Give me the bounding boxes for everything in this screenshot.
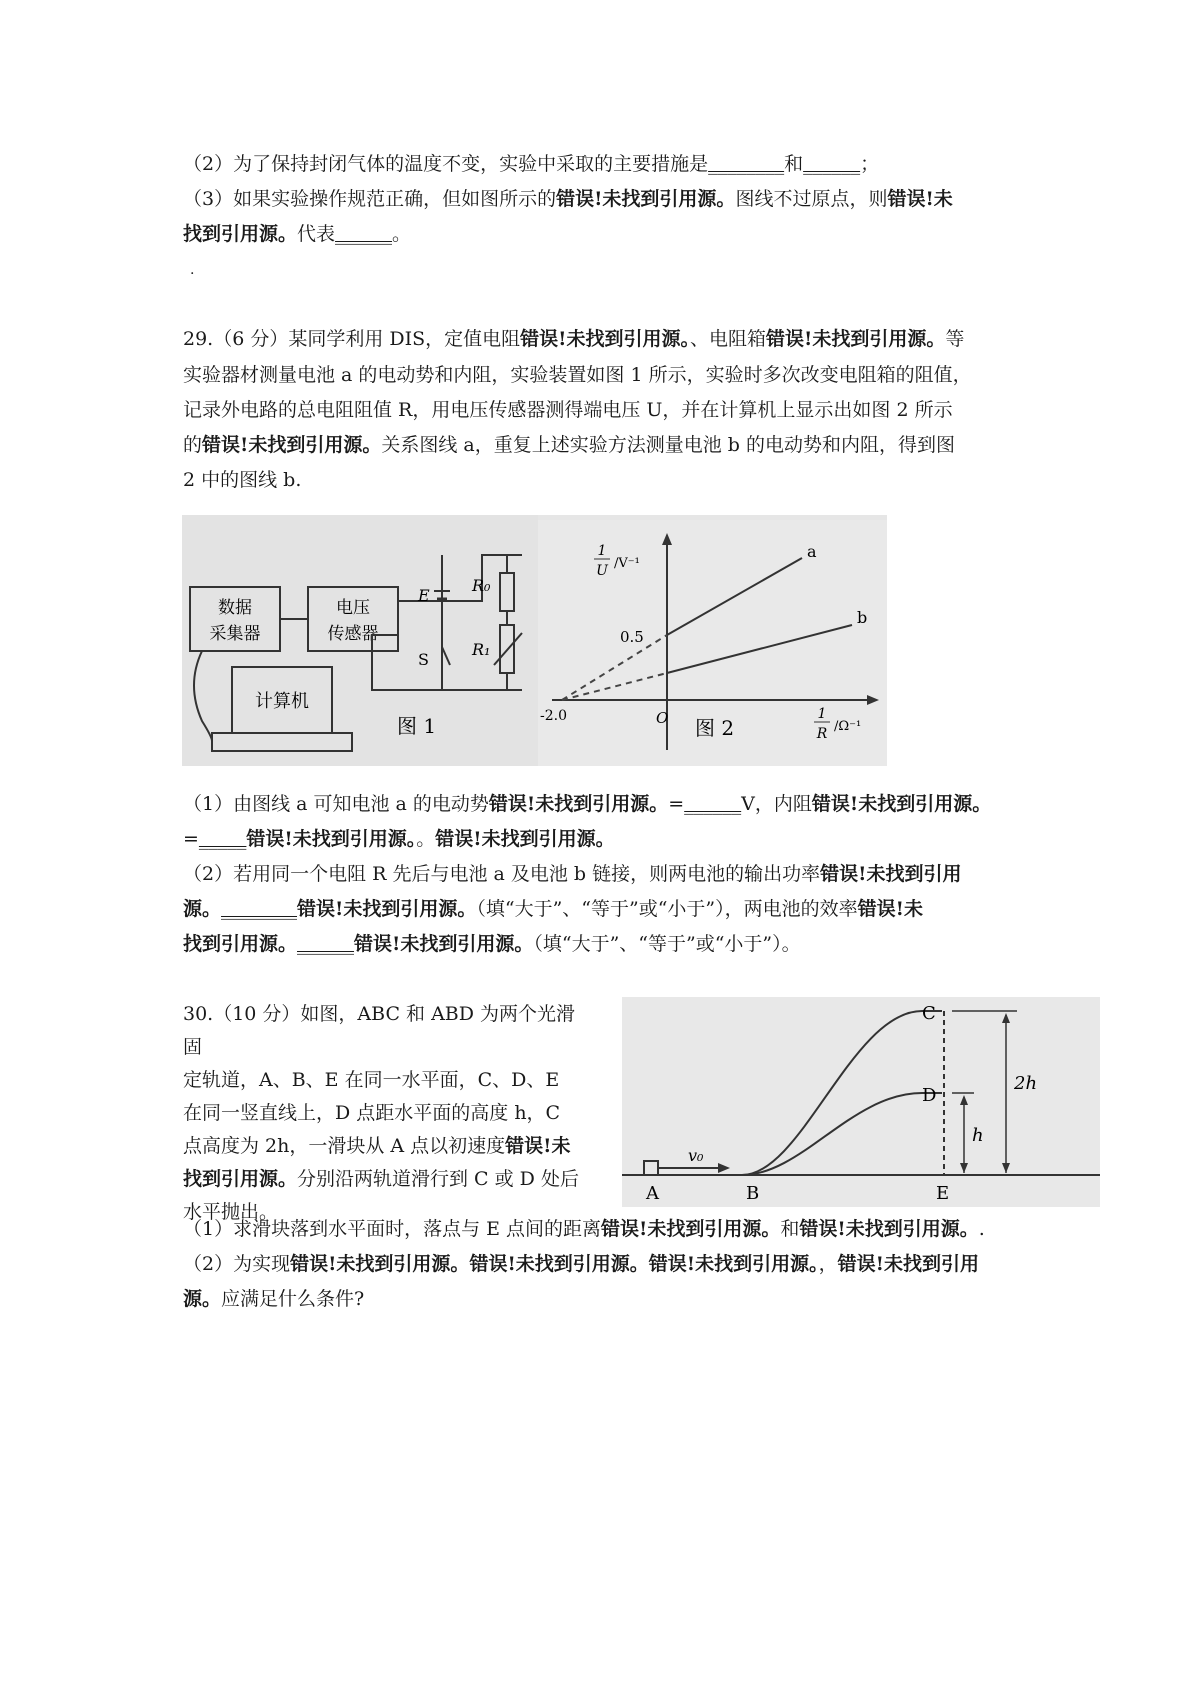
answer-blank[interactable]: ________ xyxy=(221,898,298,920)
reference-error: 错误!未找到引用源。 xyxy=(297,898,477,920)
q28-text: （2）为了保持封闭气体的温度不变，实验中采取的主要措施是 xyxy=(183,153,709,175)
velocity-label: v₀ xyxy=(688,1146,704,1165)
q29-line1 xyxy=(183,327,964,351)
reference-error: 错误!未找到引用 xyxy=(820,863,962,885)
q29-text: 关系图线 a，重复上述实验方法测量电池 b 的电动势和内阻，得到图 xyxy=(381,434,955,456)
box-label: 电压 xyxy=(336,598,370,618)
q30-text: 和 xyxy=(780,1218,800,1240)
answer-blank[interactable]: ________ xyxy=(708,153,785,175)
reference-error: 错误!未找到引用源。 xyxy=(766,328,946,350)
q30-text: 分别沿两轨道滑行到 C 或 D 处后 xyxy=(297,1168,579,1190)
q29-sub2-cont xyxy=(183,897,923,921)
q29-sub1-cont xyxy=(183,827,615,851)
q29-text: 等 xyxy=(945,328,965,350)
reference-error: 错误!未 xyxy=(887,188,953,210)
q28-part3-cont xyxy=(183,222,411,246)
line-b-label: b xyxy=(857,608,868,627)
height-h-label: h xyxy=(972,1125,984,1146)
reference-error: 错误!未找到引用源。 xyxy=(469,1253,649,1275)
q29-text: （2）若用同一个电阻 R 先后与电池 a 及电池 b 链接，则两电池的输出功率 xyxy=(183,863,821,885)
q29-sub2-cont2 xyxy=(183,932,801,956)
point-a-label: A xyxy=(646,1183,659,1204)
reference-error: 错误!未找到引用 xyxy=(837,1253,979,1275)
answer-blank[interactable]: ______ xyxy=(803,153,861,175)
q30-text: 在同一竖直线上，D 点距水平面的高度 h，C xyxy=(183,1102,561,1124)
q30-text: 点高度为 2h，一滑块从 A 点以初速度 xyxy=(183,1135,506,1157)
reference-error: 错误!未找到引用源。 xyxy=(290,1253,470,1275)
q29-text: （填“大于”、“等于”或“小于”）。 xyxy=(533,933,801,955)
q29-text: （填“大于”、“等于”或“小于”），两电池的效率 xyxy=(476,898,858,920)
slider-block xyxy=(644,1161,658,1175)
q29-line3: 记录外电路的总电阻阻值 R，用电压传感器测得端电压 U，并在计算机上显示出如图 2 所示 xyxy=(183,399,953,421)
q29-text: = xyxy=(668,793,685,815)
reference-error: 错误!未找到引用源。 xyxy=(488,793,669,815)
y-axis-label: 1 xyxy=(597,543,607,559)
q30-text: . xyxy=(978,1218,985,1240)
x-axis-label: 1 xyxy=(817,706,827,722)
q30-sub2-cont xyxy=(183,1287,364,1311)
reference-error: 错误!未找到引用源。 xyxy=(246,828,417,850)
reference-error: 错误!未找到引用源。 xyxy=(435,828,615,850)
r0-label: R₀ xyxy=(472,576,491,595)
y-tick-label: 0.5 xyxy=(620,628,644,646)
q29-text: 、电阻箱 xyxy=(689,328,766,350)
r1-label: R₁ xyxy=(472,640,491,659)
q30-text: （2）为实现 xyxy=(183,1253,291,1275)
q28-text: 和 xyxy=(784,153,804,175)
reference-error: 错误!未 xyxy=(857,898,923,920)
figure2-caption: 图 2 xyxy=(695,716,735,740)
q29-text: 29.（6 分）某同学利用 DIS，定值电阻 xyxy=(183,328,521,350)
q30-text xyxy=(183,1130,593,1163)
reference-error: 错误!未找到引用源。 xyxy=(202,434,382,456)
point-d-label: D xyxy=(922,1085,937,1106)
reference-error: 错误!未找到引用源。 xyxy=(354,933,534,955)
figure-svg xyxy=(182,515,887,766)
point-e-label: E xyxy=(936,1183,950,1204)
q29-text: 。 xyxy=(416,828,436,850)
q30-text: 应满足什么条件? xyxy=(221,1288,365,1310)
x-axis-label: R xyxy=(816,726,828,742)
reference-error: 源。 xyxy=(183,1288,222,1310)
q30-sub1 xyxy=(183,1217,985,1241)
origin-label: O xyxy=(656,709,669,727)
answer-blank[interactable]: _____ xyxy=(198,828,247,850)
q28-part3 xyxy=(183,187,953,211)
q28-text: （3）如果实验操作规范正确，但如图所示的 xyxy=(183,188,557,210)
q28-text: 代表 xyxy=(297,223,336,245)
q30-text: （1）求滑块落到水平面时，落点与 E 点间的距离 xyxy=(183,1218,602,1240)
reference-error: 找到引用源。 xyxy=(183,223,298,245)
q29-line4 xyxy=(183,433,955,457)
point-c-label: C xyxy=(922,1003,936,1024)
reference-error: 错误!未找到引用源。 xyxy=(520,328,690,350)
circuit-figure xyxy=(182,515,887,766)
reference-error: 找到引用源。 xyxy=(183,1168,298,1190)
q29-line2: 实验器材测量电池 a 的电动势和内阻，实验装置如图 1 所示，实验时多次改变电阻箱的阻值， xyxy=(183,364,972,386)
answer-blank[interactable]: ______ xyxy=(684,793,742,815)
box-label: 数据 xyxy=(218,598,252,618)
computer-label: 计算机 xyxy=(255,691,309,712)
reference-error: 错误!未找到引用源。 xyxy=(799,1218,979,1240)
resistor-r0 xyxy=(500,573,514,611)
q29-text: V，内阻 xyxy=(741,793,812,815)
q30-text: 定轨道，A、B、E 在同一水平面，C、D、E xyxy=(183,1069,560,1091)
track-svg xyxy=(622,997,1100,1207)
height-2h-label: 2h xyxy=(1014,1073,1038,1094)
reference-error: 找到引用源。 xyxy=(183,933,298,955)
reference-error: 错误!未找到引用源。 xyxy=(811,793,992,815)
q30-stem xyxy=(183,998,593,1229)
reference-error: 错误!未找到引用源。 xyxy=(648,1253,819,1275)
box-label: 采集器 xyxy=(209,624,261,644)
q30-text: ， xyxy=(818,1253,838,1275)
x-axis-unit: /Ω⁻¹ xyxy=(834,719,862,734)
q29-text: = xyxy=(183,828,199,850)
switch-label: S xyxy=(418,650,429,669)
reference-error: 源。 xyxy=(183,898,222,920)
answer-blank[interactable]: ______ xyxy=(335,223,393,245)
track-figure xyxy=(622,997,1100,1207)
line-a-label: a xyxy=(807,542,817,561)
figure1-caption: 图 1 xyxy=(397,714,437,738)
q28-part2 xyxy=(183,152,879,176)
stray-dot: . xyxy=(190,262,195,278)
x-tick-label: -2.0 xyxy=(540,708,567,724)
y-axis-unit: /V⁻¹ xyxy=(614,556,640,571)
q30-text: 水平抛出。 xyxy=(183,1201,279,1223)
answer-blank[interactable]: ______ xyxy=(297,933,355,955)
q30-text: 30.（10 分）如图，ABC 和 ABD 为两个光滑固 xyxy=(183,1003,576,1058)
q30-text xyxy=(183,1163,593,1196)
point-b-label: B xyxy=(746,1183,760,1204)
emf-label: E xyxy=(418,586,430,605)
reference-error: 错误!未找到引用源。 xyxy=(556,188,736,210)
q29-sub2 xyxy=(183,862,961,886)
q29-sub1 xyxy=(183,792,991,816)
q28-text: ； xyxy=(860,153,880,175)
q28-text: 图线不过原点，则 xyxy=(735,188,888,210)
q29-text: （1）由图线 a 可知电池 a 的电动势 xyxy=(183,793,489,815)
reference-error: 错误!未 xyxy=(505,1135,571,1157)
reference-error: 错误!未找到引用源。 xyxy=(601,1218,781,1240)
y-axis-label: U xyxy=(596,563,608,579)
q29-text: 的 xyxy=(183,434,203,456)
box-label: 传感器 xyxy=(327,624,379,644)
q29-line5: 2 中的图线 b. xyxy=(183,469,302,491)
q30-sub2 xyxy=(183,1252,979,1276)
q28-text: 。 xyxy=(392,223,412,245)
